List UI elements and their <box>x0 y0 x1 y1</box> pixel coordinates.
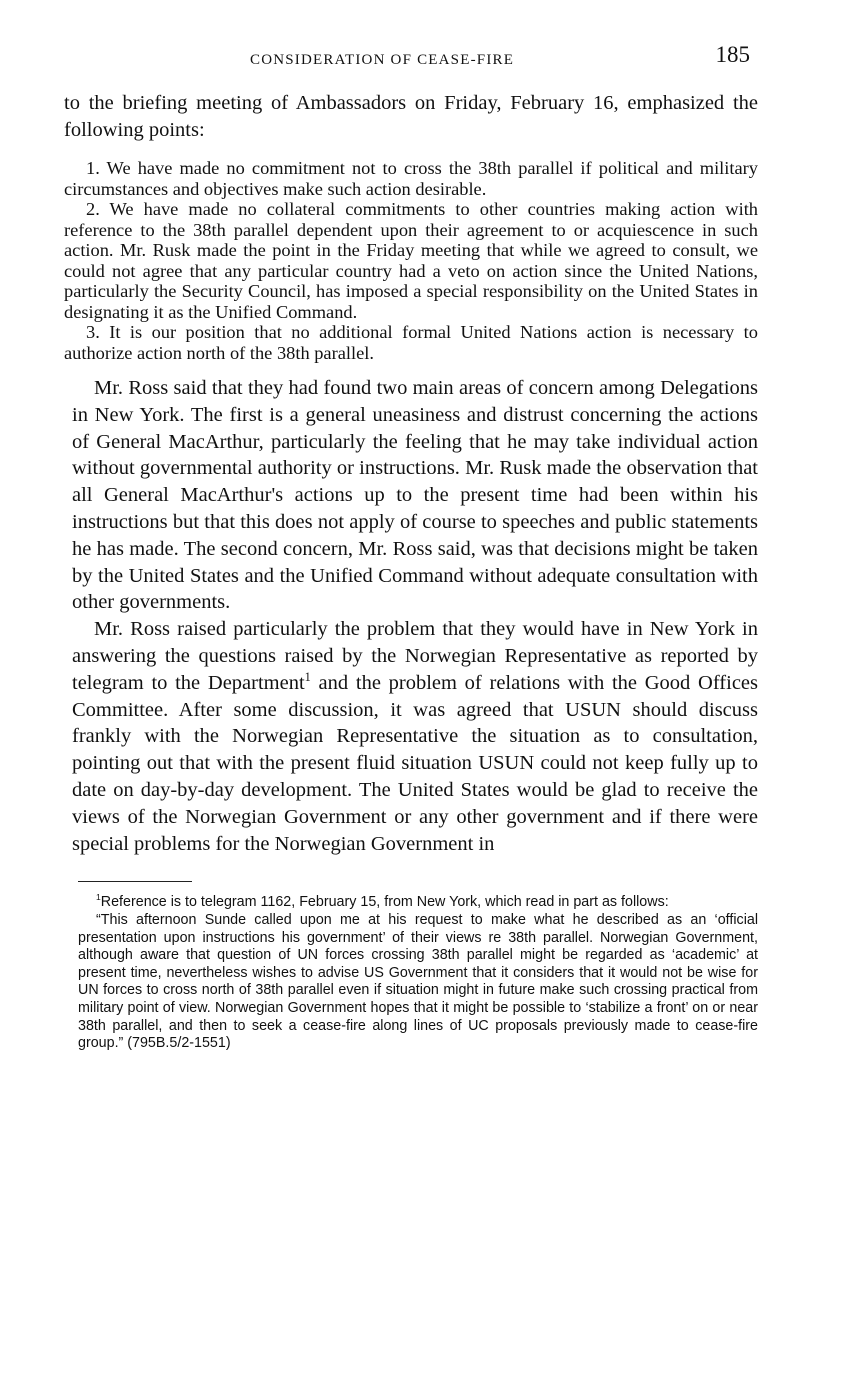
point-item: 2. We have made no collateral commitments to other countries making action with reference to the 38th parallel dependent upon their agreement to or acquiescence in such action. Mr. Rusk made the point in the Friday meeting that while we agreed to consult, we could not agree that any particular country had a veto on action since the United Nations, particularly the Security Council, has imposed a special responsibility on the United States in designating it as the Unified Command. <box>64 199 758 322</box>
lead-paragraph: to the briefing meeting of Ambassadors on Friday, February 16, emphasized the following points: <box>64 92 758 141</box>
footnote-intro <box>78 894 758 912</box>
body-paragraph <box>72 616 758 857</box>
page-number: 185 <box>715 42 750 67</box>
running-title: CONSIDERATION OF CEASE-FIRE <box>250 52 515 68</box>
paragraph-text: Mr. Ross raised particularly the problem that they would have in New York in answering the questions raised by the Norwegian Representative as reported by telegram to the Department <box>72 618 758 694</box>
paragraph-text: and the problem of relations with the Good Offices Committee. After some discussion, it was agreed that USUN should discuss frankly with the Norwegian Representative the situation as to consultation, pointing out that with the present fluid situation USUN could not keep fully up to date on day-by-day development. The United States would be glad to receive the views of the Norwegian Government or any other government and if there were special problems for the Norwegian Government in <box>72 671 758 855</box>
footnote-reference: 1 <box>304 669 311 684</box>
point-item: 3. It is our position that no additional formal United Nations action is necessary to authorize action north of the 38th parallel. <box>64 322 758 363</box>
footnote-text: Reference is to telegram 1162, February 15, from New York, which read in part as follows: <box>100 894 669 911</box>
footnote-marker: 1 <box>96 892 101 903</box>
footnotes <box>78 894 758 1052</box>
document-page <box>64 40 758 1053</box>
footnote-quote: “This afternoon Sunde called upon me at his request to make what he described as an ‘official presentation upon instructions his government’ of their views re 38th parallel. Norwegian Government, although aware that question of UN forces crossing 38th parallel might be regarded as ‘academic’ at present time, nevertheless wishes to advise US Government that it considers that it would not be wise for UN forces to cross north of 38th parallel even if situation might in future make such crossing practical from military point of view. Norwegian Government hopes that it might be possible to ‘stabilize a front’ on or near 38th parallel, and then to seek a cease-fire along lines of UC proposals previously made to cease-fire group.” (795B.5/2-1551) <box>78 911 758 1052</box>
body-paragraph: Mr. Ross said that they had found two main areas of concern among Delegations in New York. The first is a general uneasiness and distrust concerning the actions of General MacArthur, particularly the feeling that he may take individual action without governmental authority or instructions. Mr. Rusk made the observation that all General MacArthur's actions up to the present time had been within his instructions but that this does not apply of course to speeches and public statements he has made. The second concern, Mr. Ross said, was that decisions might be taken by the United States and the Unified Command without adequate consultation with other governments. <box>72 377 758 614</box>
page-header <box>64 40 758 76</box>
body-text <box>72 375 758 857</box>
point-item: 1. We have made no commitment not to cross the 38th parallel if political and military circumstances and objectives make such action desirable. <box>64 158 758 199</box>
numbered-points <box>64 158 758 363</box>
footnote-divider <box>78 881 192 882</box>
